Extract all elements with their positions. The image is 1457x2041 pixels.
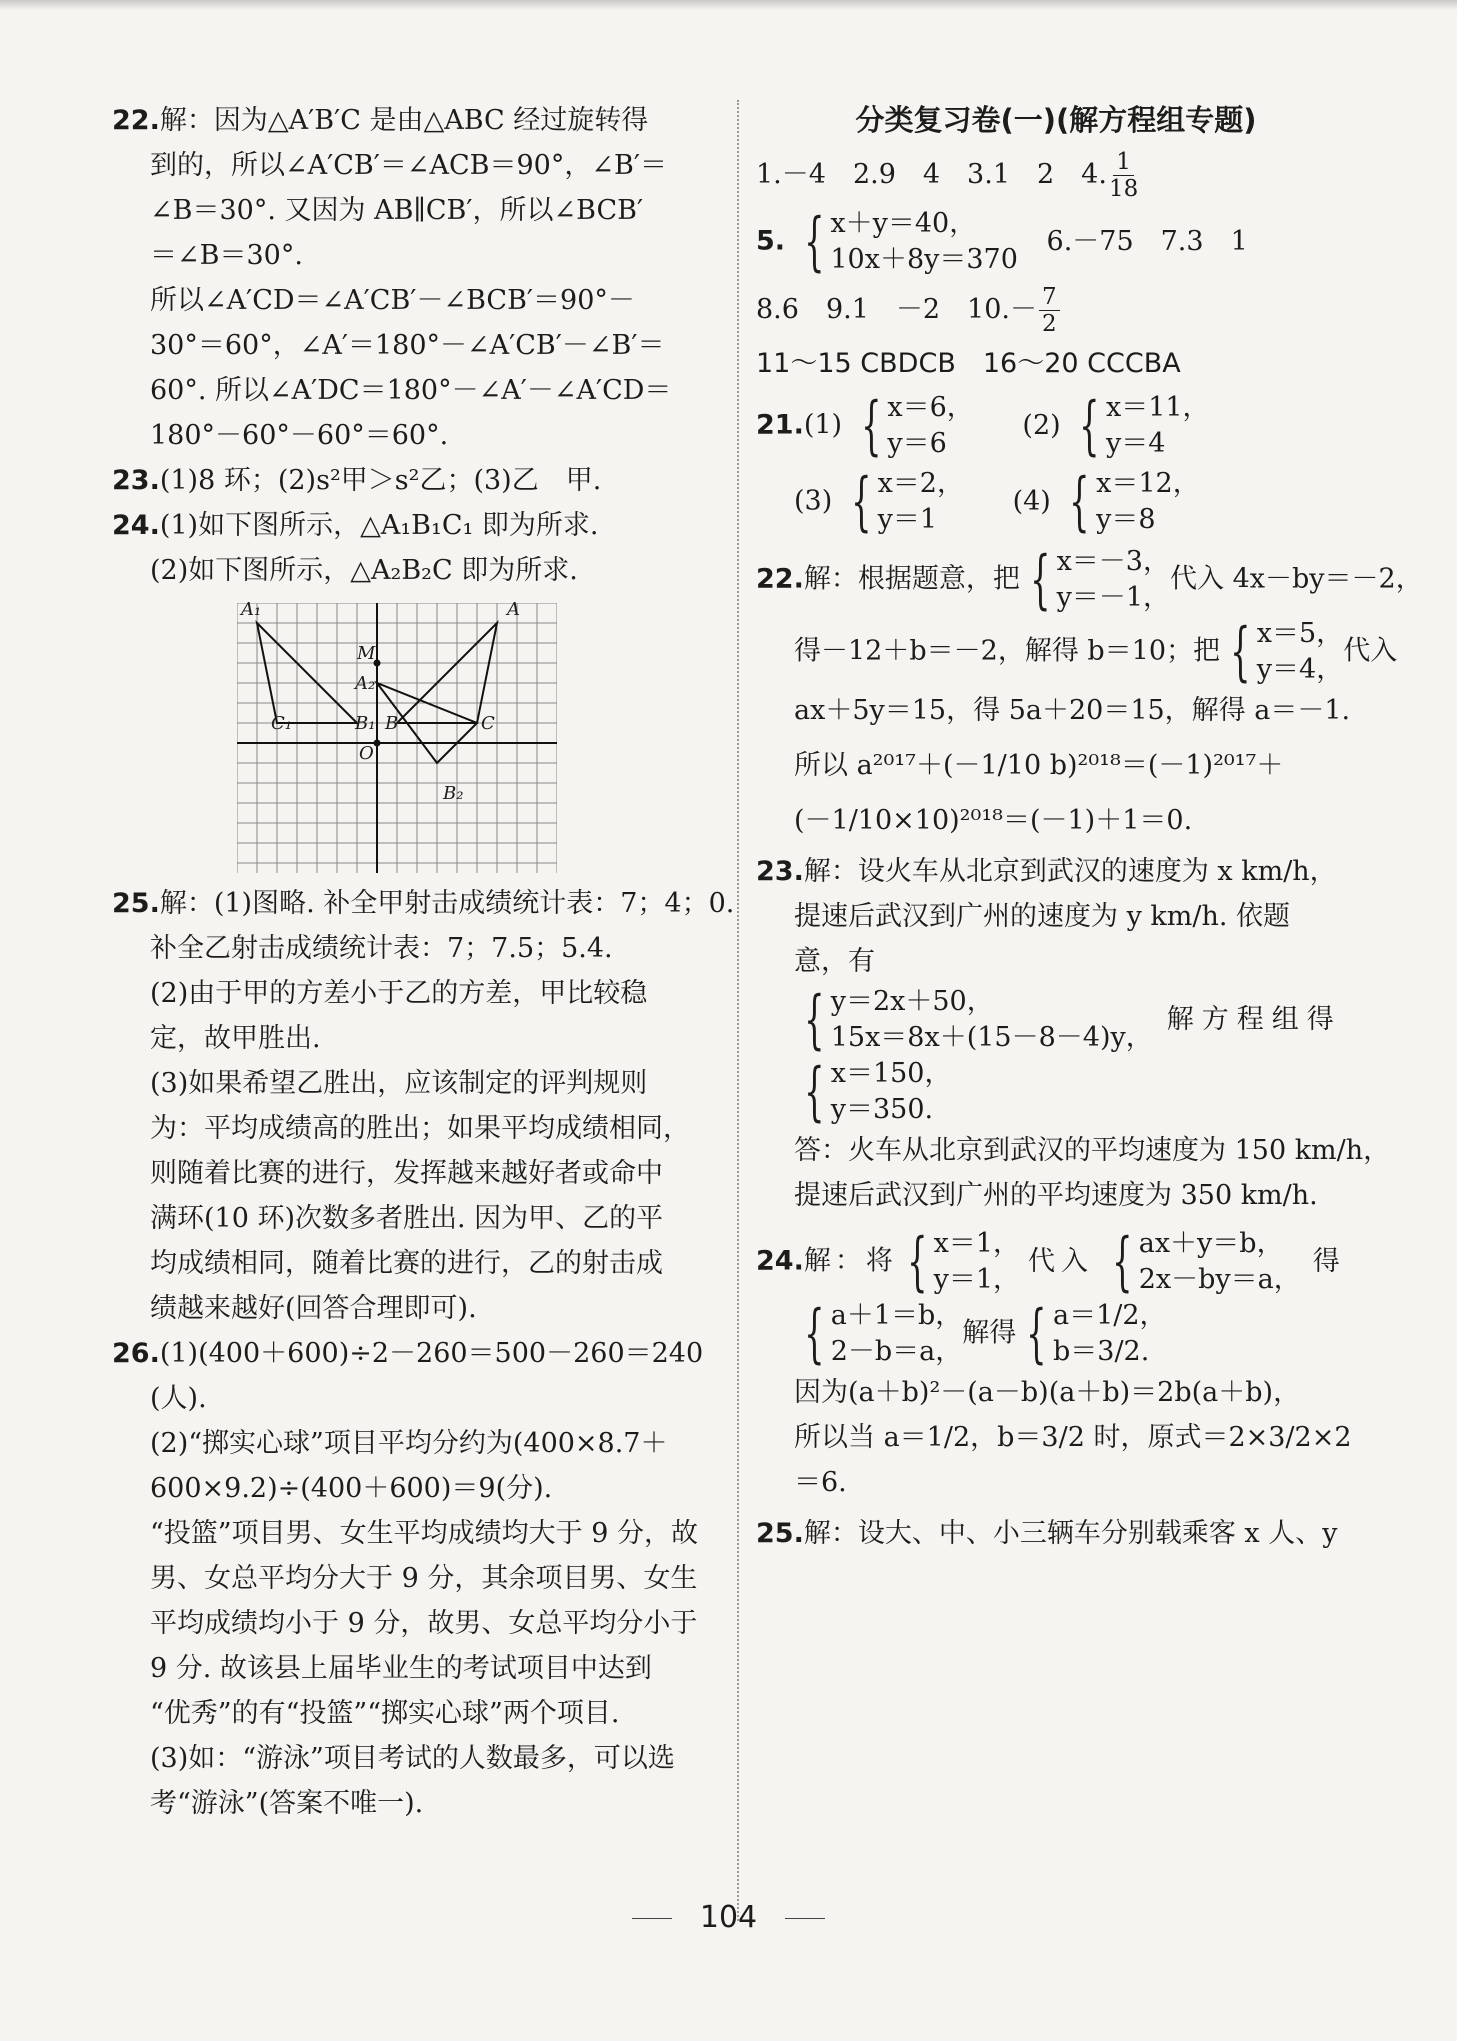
answer-25-right: 25.解：设大、中、小三辆车分别载乘客 x 人、y: [756, 1518, 1338, 1549]
section-title: 分类复习卷(一)(解方程组专题): [855, 103, 1257, 137]
equation-system: { x＝11， y＝4: [1079, 389, 1210, 463]
equation-system: { a＝1/2， b＝3/2.: [1026, 1297, 1167, 1371]
label-B: B: [385, 713, 399, 734]
answers-1-4: 1.－4 2.9 4 3.1 2 4. $\frac{1}{18}$: [756, 149, 1139, 202]
label-A1: A₁: [241, 599, 262, 620]
answer-24: 24.(1)如下图所示，△A₁B₁C₁ 即为所求. (2)如下图所示，△A₂B₂C 即为所求.: [112, 510, 599, 586]
equation-system: { ax＋y＝b， 2x－by＝a，: [1112, 1225, 1301, 1299]
right-column: [756, 98, 1423, 1556]
label-B1: B₁: [355, 713, 376, 734]
label-M: M: [357, 643, 376, 664]
left-column: [112, 98, 735, 1826]
answer-22-right: 22.解：根据题意，把 { x＝－3， y＝－1， 代入 4x－by＝－2， 得－12＋b＝－2，解得 b＝10；把 { x＝5， y＝4， 代入 ax＋5y＝15，得 5a＋20＝15，解得 a＝－1. 所以 a²⁰¹⁷＋(－1/10 b)²⁰¹⁸＝(－1)²⁰¹⁷＋ (－1/10×10)²⁰¹⁸＝(－1)＋1＝0.: [756, 543, 1423, 836]
label-A2: A₂: [355, 673, 376, 694]
answer-21: 21.(1) { x＝6， y＝6 (2) { x＝11， y＝4: [756, 389, 1210, 463]
equation-system: { x＋y＝40， 10x＋8y＝370: [803, 205, 1018, 279]
answers-5-7: 5. { x＋y＝40， 10x＋8y＝370 6.－75 7.3 1: [756, 205, 1248, 279]
column-divider: [737, 100, 739, 1921]
equation-system: { x＝6， y＝6: [860, 389, 974, 463]
equation-system: { a＋1＝b， 2－b＝a，: [804, 1297, 963, 1371]
label-O: O: [359, 743, 374, 764]
label-A: A: [507, 599, 520, 620]
equation-system: { x＝12， y＝8: [1069, 465, 1200, 539]
page-top-edge: [0, 0, 1457, 10]
geometry-grid-figure: [237, 599, 557, 873]
equation-system: { x＝－3， y＝－1，: [1030, 543, 1170, 617]
answers-8-10: 8.6 9.1 －2 10.－ $\frac{7}{2}$: [756, 284, 1356, 337]
label-C: C: [481, 713, 495, 734]
answers-11-20: 11～15 CBDCB 16～20 CCCBA: [756, 348, 1181, 379]
equation-system: { x＝2， y＝1: [851, 465, 964, 539]
equation-system: { y＝2x＋50， 15x＝8x＋(15－8－4)y，: [804, 983, 1153, 1057]
answer-26: 26.(1)(400＋600)÷2－260＝500－260＝240 (人). (2)“掷实心球”项目平均分约为(400×8.7＋ 600×9.2)÷(400＋600)＝9(分). “投篮”项目男、女生平均成绩均大于 9 分，故 男、女总平均分大于 9 分，其余项目男、女生 平均成绩均小于 9 分，故男、女总平均分小于 9 分. 故该县上届毕业生的考试项目中达到 “优秀”的有“投篮”“掷实心球”两个项目. (3)如：“游泳”项目考试的人数最多，可以选 考“游泳”(答案不唯一).: [112, 1338, 704, 1819]
answer-23-right: 23.解：设火车从北京到武汉的速度为 x km/h， 提速后武汉到广州的速度为 y km/h. 依题 意，有 { y＝2x＋50， 15x＝8x＋(15－8－4)y， 解方程组得 { x＝150， y＝350. 答：火车从北京到武汉的平均速度为 150 km/h， 提速后武汉到广州的平均速度为 350 km/h.: [756, 856, 1391, 1211]
answer-24-right: 24.解：将 { x＝1， y＝1， 代入 { ax＋y＝b， 2x－by＝a， 得 { a＋1＝b， 2－b＝a， 解得 { a＝1/2， b＝3/2. 因为(a＋b)²－(a－b)(a＋b)＝2b(a＋b)， 所以当 a＝1/2，b＝3/2 时，原式＝2×3/2×2 ＝6.: [756, 1225, 1352, 1498]
equation-system: { x＝150， y＝350.: [804, 1055, 952, 1129]
answer-22: 22.解：因为△A′B′C 是由△ABC 经过旋转得 到的，所以∠A′CB′＝∠ACB＝90°，∠B′＝ ∠B＝30°. 又因为 AB∥CB′，所以∠BCB′ ＝∠B＝30°. 所以∠A′CD＝∠A′CB′－∠BCB′＝90°－ 30°＝60°，∠A′＝180°－∠A′CB′－∠B′＝ 60°. 所以∠A′DC＝180°－∠A′－∠A′CD＝ 180°－60°－60°＝60°.: [112, 105, 672, 451]
fraction: $\frac{7}{2}$: [1039, 284, 1060, 337]
label-C1: C₁: [271, 713, 292, 734]
page-number: 104: [0, 1900, 1457, 1935]
label-B2: B₂: [443, 783, 464, 804]
answer-25: 25.解：(1)图略. 补全甲射击成绩统计表：7；4；0. 补全乙射击成绩统计表：7；7.5；5.4. (2)由于甲的方差小于乙的方差，甲比较稳 定，故甲胜出. (3)如果希望乙胜出，应该制定的评判规则 为：平均成绩高的胜出；如果平均成绩相同， 则随着比赛的进行，发挥越来越好者或命中 满环(10 环)次数多者胜出. 因为甲、乙的平 均成绩相同，随着比赛的进行，乙的射击成 绩越来越好(回答合理即可).: [112, 888, 735, 1324]
fraction: $\frac{1}{18}$: [1108, 149, 1139, 202]
answer-21-cont: (3) { x＝2， y＝1 (4) { x＝12， y＝8: [794, 465, 1200, 539]
answer-23: 23.(1)8 环；(2)s²甲＞s²乙；(3)乙 甲.: [112, 465, 602, 496]
equation-system: { x＝5， y＝4，: [1230, 615, 1344, 689]
equation-system: { x＝1， y＝1，: [907, 1225, 1020, 1299]
